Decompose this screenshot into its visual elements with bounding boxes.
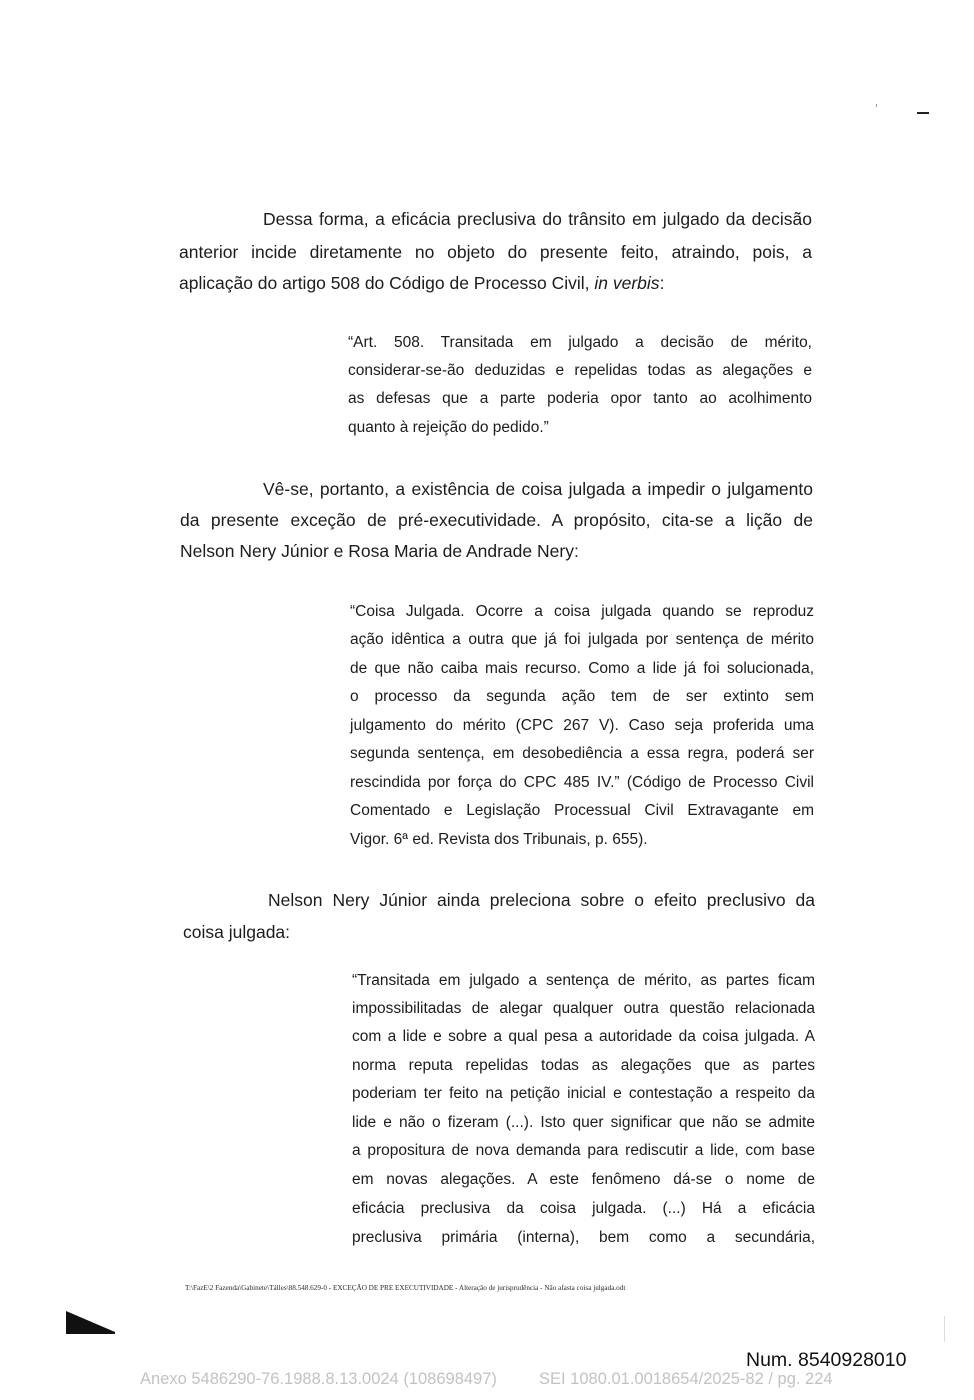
latin-expression: in verbis <box>594 273 660 293</box>
quote-line: quanto à rejeição do pedido.” <box>348 419 549 436</box>
scan-mark <box>876 104 877 107</box>
quote-line: eficácia preclusiva da coisa julgada. (...) Há a eficácia <box>352 1200 815 1217</box>
quote-line: rescindida por força do CPC 485 IV.” (Código de Processo Civil <box>350 774 814 791</box>
quote-line: considerar-se-ão deduzidas e repelidas todas as alegações e <box>348 362 812 379</box>
quote-line: poderiam ter feito na petição inicial e contestação a respeito da <box>352 1085 815 1102</box>
quote-line: Comentado e Legislação Processual Civil Extravagante em <box>350 802 814 819</box>
paragraph-line: Vê-se, portanto, a existência de coisa julgada a impedir o julgamento <box>263 479 813 499</box>
quote-line: em novas alegações. A este fenômeno dá-se o nome de <box>352 1171 815 1188</box>
quote-line: “Coisa Julgada. Ocorre a coisa julgada quando se reproduz <box>350 603 814 620</box>
quote-line: lide e não o fizeram (...). Isto quer significar que não se admite <box>352 1114 815 1131</box>
quote-line: norma reputa repelidas todas as alegações que as partes <box>352 1057 815 1074</box>
quote-line: preclusiva primária (interna), bem como a secundária, <box>352 1229 815 1246</box>
quote-line: ação idêntica a outra que já foi julgada por sentença de mérito <box>350 631 814 648</box>
quote-line: “Art. 508. Transitada em julgado a decisão de mérito, <box>348 334 812 351</box>
quote-line: impossibilitadas de alegar qualquer outra questão relacionada <box>352 1000 815 1017</box>
sei-reference: SEI 1080.01.0018654/2025-82 / pg. 224 <box>539 1370 833 1388</box>
quote-line: com a lide e sobre a qual pesa a autoridade da coisa julgada. A <box>352 1028 815 1045</box>
paragraph-line: da presente exceção de pré-executividade. A propósito, cita-se a lição de <box>180 510 813 530</box>
file-path-footer: T:\FazE\2 Fazenda\Gabinete\Tálles\88.548.629-0 - EXCEÇÃO DE PRE EXECUTIVIDADE - Alteração de jurisprudência - Não afasta coisa julgada.odt <box>185 1284 626 1292</box>
annex-reference: Anexo 5486290-76.1988.8.13.0024 (108698497) <box>140 1370 497 1388</box>
paragraph-line: Nelson Nery Júnior ainda preleciona sobre o efeito preclusivo da <box>268 890 815 910</box>
paragraph-line <box>179 273 664 293</box>
page-marker-icon <box>64 1308 118 1338</box>
quote-line: as defesas que a parte poderia opor tanto ao acolhimento <box>348 390 812 407</box>
paragraph-line: Dessa forma, a eficácia preclusiva do trânsito em julgado da decisão <box>263 209 812 229</box>
quote-line: Vigor. 6ª ed. Revista dos Tribunais, p. 655). <box>350 831 648 848</box>
quote-line: a propositura de nova demanda para rediscutir a lide, com base <box>352 1142 815 1159</box>
paragraph-line-tail: : <box>659 273 665 293</box>
quote-line: o processo da segunda ação tem de ser extinto sem <box>350 688 814 705</box>
paragraph-line: anterior incide diretamente no objeto do presente feito, atraindo, pois, a <box>179 242 812 262</box>
paragraph-line-text: aplicação do artigo 508 do Código de Processo Civil, <box>179 273 595 293</box>
document-number: Num. 8540928010 <box>746 1349 907 1371</box>
quote-line: segunda sentença, em desobediência a essa regra, poderá ser <box>350 745 814 762</box>
quote-line: “Transitada em julgado a sentença de mérito, as partes ficam <box>352 972 815 989</box>
paragraph-line: coisa julgada: <box>183 922 291 942</box>
quote-line: de que não caiba mais recurso. Como a lide já foi solucionada, <box>350 660 814 677</box>
quote-line: julgamento do mérito (CPC 267 V). Caso seja proferida uma <box>350 717 814 734</box>
scan-mark <box>944 1316 945 1342</box>
scan-mark <box>917 112 929 114</box>
paragraph-line: Nelson Nery Júnior e Rosa Maria de Andrade Nery: <box>180 541 579 561</box>
